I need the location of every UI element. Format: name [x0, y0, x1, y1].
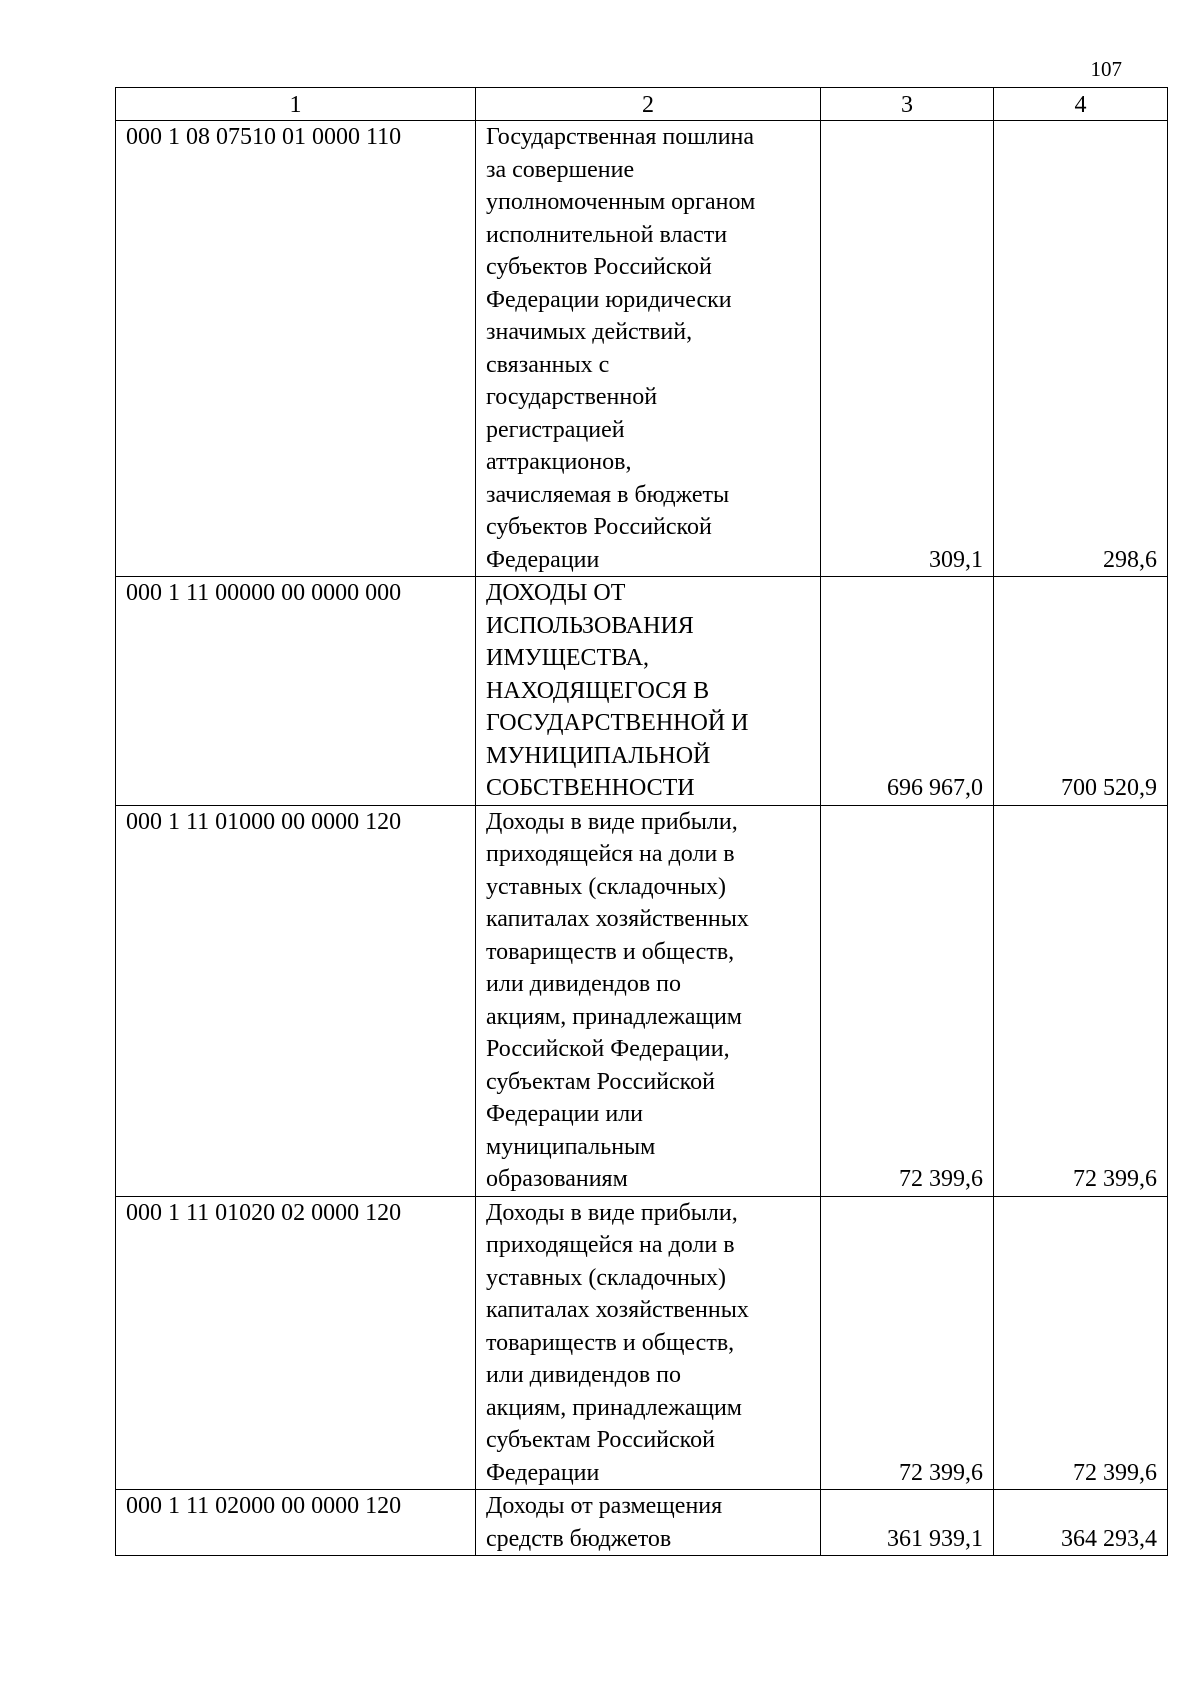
table-row	[116, 1196, 1168, 1490]
row-name: Доходы в виде прибыли, приходящейся на доли в уставных (складочных) капиталах хозяйственных товариществ и обществ, или дивидендов по акциям, принадлежащим Российской Федерации, субъектам Российской Федерации или муниципальным образованиям	[476, 805, 821, 1196]
row-value-3: 361 939,1	[821, 1490, 994, 1556]
row-code: 000 1 11 02000 00 0000 120	[116, 1490, 476, 1556]
column-header-name: 2	[476, 88, 821, 121]
row-name: ДОХОДЫ ОТ ИСПОЛЬЗОВАНИЯ ИМУЩЕСТВА, НАХОДЯЩЕГОСЯ В ГОСУДАРСТВЕННОЙ И МУНИЦИПАЛЬНОЙ СОБСТВЕННОСТИ	[476, 577, 821, 806]
table-row	[116, 121, 1168, 577]
table-row	[116, 577, 1168, 806]
row-name: Доходы в виде прибыли, приходящейся на доли в уставных (складочных) капиталах хозяйственных товариществ и обществ, или дивидендов по акциям, принадлежащим субъектам Российской Федерации	[476, 1196, 821, 1490]
row-value-4: 364 293,4	[994, 1490, 1168, 1556]
row-name: Государственная пошлина за совершение уполномоченным органом исполнительной власти субъектов Российской Федерации юридически значимых действий, связанных с государственной регистрацией аттракционов, зачисляемая в бюджеты субъектов Российской Федерации	[476, 121, 821, 577]
budget-income-table	[115, 87, 1168, 1556]
column-header-value-3: 3	[821, 88, 994, 121]
page-number: 107	[1090, 57, 1122, 81]
row-value-3: 72 399,6	[821, 805, 994, 1196]
row-name: Доходы от размещения средств бюджетов	[476, 1490, 821, 1556]
row-code: 000 1 08 07510 01 0000 110	[116, 121, 476, 577]
row-value-4: 72 399,6	[994, 1196, 1168, 1490]
row-code: 000 1 11 00000 00 0000 000	[116, 577, 476, 806]
row-value-4: 700 520,9	[994, 577, 1168, 806]
table-row	[116, 805, 1168, 1196]
column-header-value-4: 4	[994, 88, 1168, 121]
table-row	[116, 1490, 1168, 1556]
row-code: 000 1 11 01020 02 0000 120	[116, 1196, 476, 1490]
row-code: 000 1 11 01000 00 0000 120	[116, 805, 476, 1196]
row-value-4: 298,6	[994, 121, 1168, 577]
table-header-row	[116, 88, 1168, 121]
row-value-3: 72 399,6	[821, 1196, 994, 1490]
row-value-3: 309,1	[821, 121, 994, 577]
row-value-4: 72 399,6	[994, 805, 1168, 1196]
row-value-3: 696 967,0	[821, 577, 994, 806]
column-header-code: 1	[116, 88, 476, 121]
